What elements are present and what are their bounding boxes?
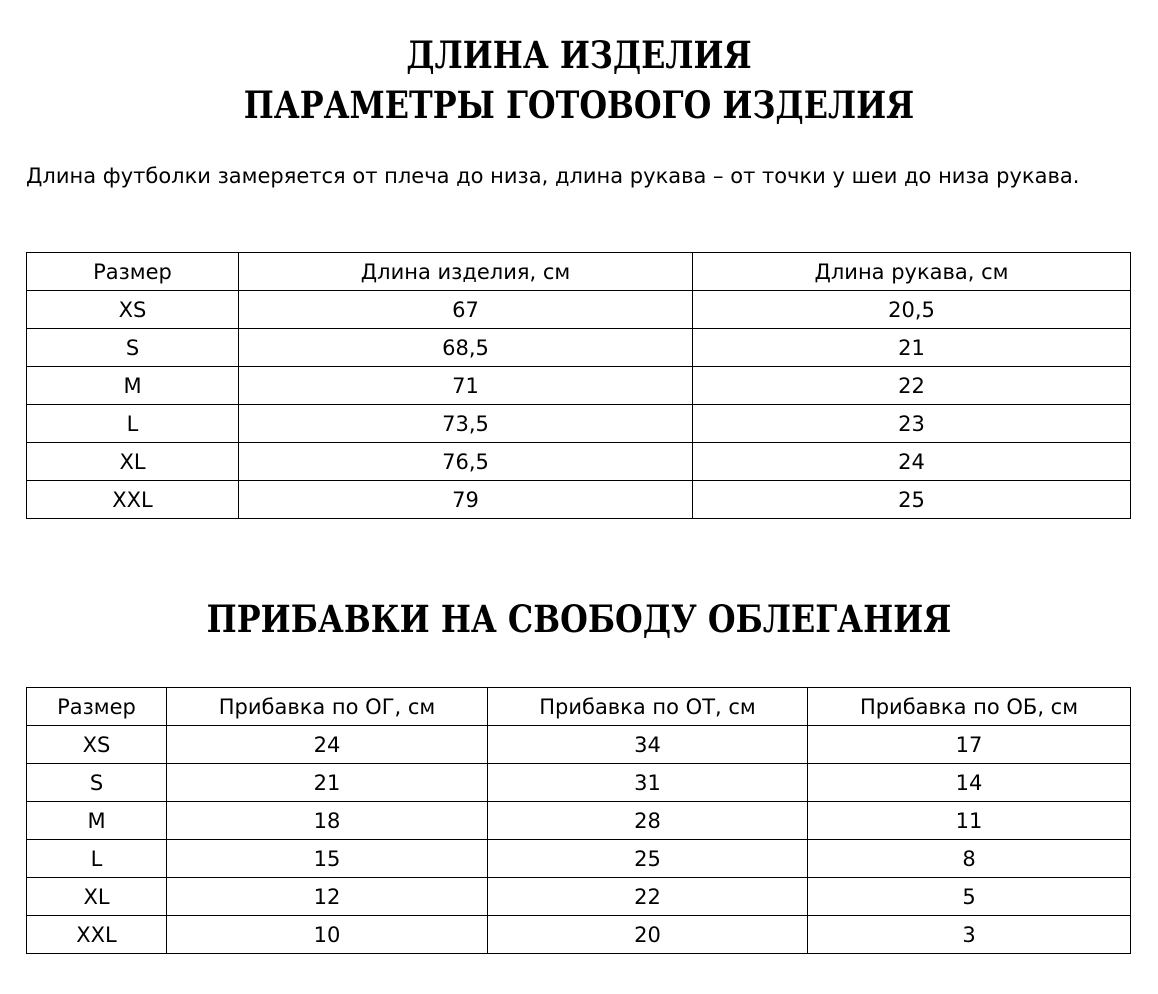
- cell-waist-ease: 28: [488, 802, 808, 840]
- section-title-length: ДЛИНА ИЗДЕЛИЯ: [406, 33, 752, 77]
- cell-garment-length: 71: [239, 367, 693, 405]
- cell-waist-ease: 25: [488, 840, 808, 878]
- cell-sleeve-length: 23: [693, 405, 1131, 443]
- cell-size: XL: [27, 443, 239, 481]
- cell-chest-ease: 18: [167, 802, 488, 840]
- table-row: [27, 291, 1131, 329]
- table-row: [27, 443, 1131, 481]
- cell-chest-ease: 15: [167, 840, 488, 878]
- measurement-description: Длина футболки замеряется от плеча до низа, длина рукава – от точки у шеи до низа рукава.: [26, 164, 1080, 188]
- ease-allowance-table: [26, 687, 1131, 954]
- cell-sleeve-length: 22: [693, 367, 1131, 405]
- cell-size: S: [27, 329, 239, 367]
- cell-waist-ease: 31: [488, 764, 808, 802]
- cell-size: XS: [27, 726, 167, 764]
- cell-hip-ease: 14: [808, 764, 1131, 802]
- table-row: [27, 878, 1131, 916]
- cell-size: M: [27, 802, 167, 840]
- cell-size: XXL: [27, 481, 239, 519]
- cell-size: S: [27, 764, 167, 802]
- cell-garment-length: 68,5: [239, 329, 693, 367]
- cell-chest-ease: 21: [167, 764, 488, 802]
- cell-chest-ease: 10: [167, 916, 488, 954]
- cell-garment-length: 73,5: [239, 405, 693, 443]
- cell-chest-ease: 12: [167, 878, 488, 916]
- cell-size: M: [27, 367, 239, 405]
- cell-chest-ease: 24: [167, 726, 488, 764]
- cell-sleeve-length: 25: [693, 481, 1131, 519]
- table-row: [27, 840, 1131, 878]
- table-row: [27, 726, 1131, 764]
- cell-size: L: [27, 405, 239, 443]
- table-header-row: [27, 253, 1131, 291]
- cell-size: L: [27, 840, 167, 878]
- cell-size: XXL: [27, 916, 167, 954]
- header-garment-length: Длина изделия, см: [239, 253, 693, 291]
- header-chest-ease: Прибавка по ОГ, см: [167, 688, 488, 726]
- cell-hip-ease: 8: [808, 840, 1131, 878]
- header-size: Размер: [27, 688, 167, 726]
- cell-hip-ease: 5: [808, 878, 1131, 916]
- cell-waist-ease: 22: [488, 878, 808, 916]
- table-row: [27, 329, 1131, 367]
- header-sleeve-length: Длина рукава, см: [693, 253, 1131, 291]
- table-row: [27, 916, 1131, 954]
- table-row: [27, 481, 1131, 519]
- cell-garment-length: 76,5: [239, 443, 693, 481]
- cell-sleeve-length: 24: [693, 443, 1131, 481]
- cell-garment-length: 79: [239, 481, 693, 519]
- header-hip-ease: Прибавка по ОБ, см: [808, 688, 1131, 726]
- table-header-row: [27, 688, 1131, 726]
- table-row: [27, 802, 1131, 840]
- cell-size: XL: [27, 878, 167, 916]
- cell-hip-ease: 11: [808, 802, 1131, 840]
- cell-hip-ease: 3: [808, 916, 1131, 954]
- table-row: [27, 367, 1131, 405]
- cell-sleeve-length: 20,5: [693, 291, 1131, 329]
- cell-hip-ease: 17: [808, 726, 1131, 764]
- cell-garment-length: 67: [239, 291, 693, 329]
- cell-waist-ease: 20: [488, 916, 808, 954]
- section-title-ease-allowances: ПРИБАВКИ НА СВОБОДУ ОБЛЕГАНИЯ: [206, 597, 952, 641]
- header-size: Размер: [27, 253, 239, 291]
- length-table: [26, 252, 1131, 519]
- cell-size: XS: [27, 291, 239, 329]
- cell-sleeve-length: 21: [693, 329, 1131, 367]
- header-waist-ease: Прибавка по ОТ, см: [488, 688, 808, 726]
- table-row: [27, 405, 1131, 443]
- table-row: [27, 764, 1131, 802]
- section-subtitle-finished-params: ПАРАМЕТРЫ ГОТОВОГО ИЗДЕЛИЯ: [243, 83, 915, 127]
- cell-waist-ease: 34: [488, 726, 808, 764]
